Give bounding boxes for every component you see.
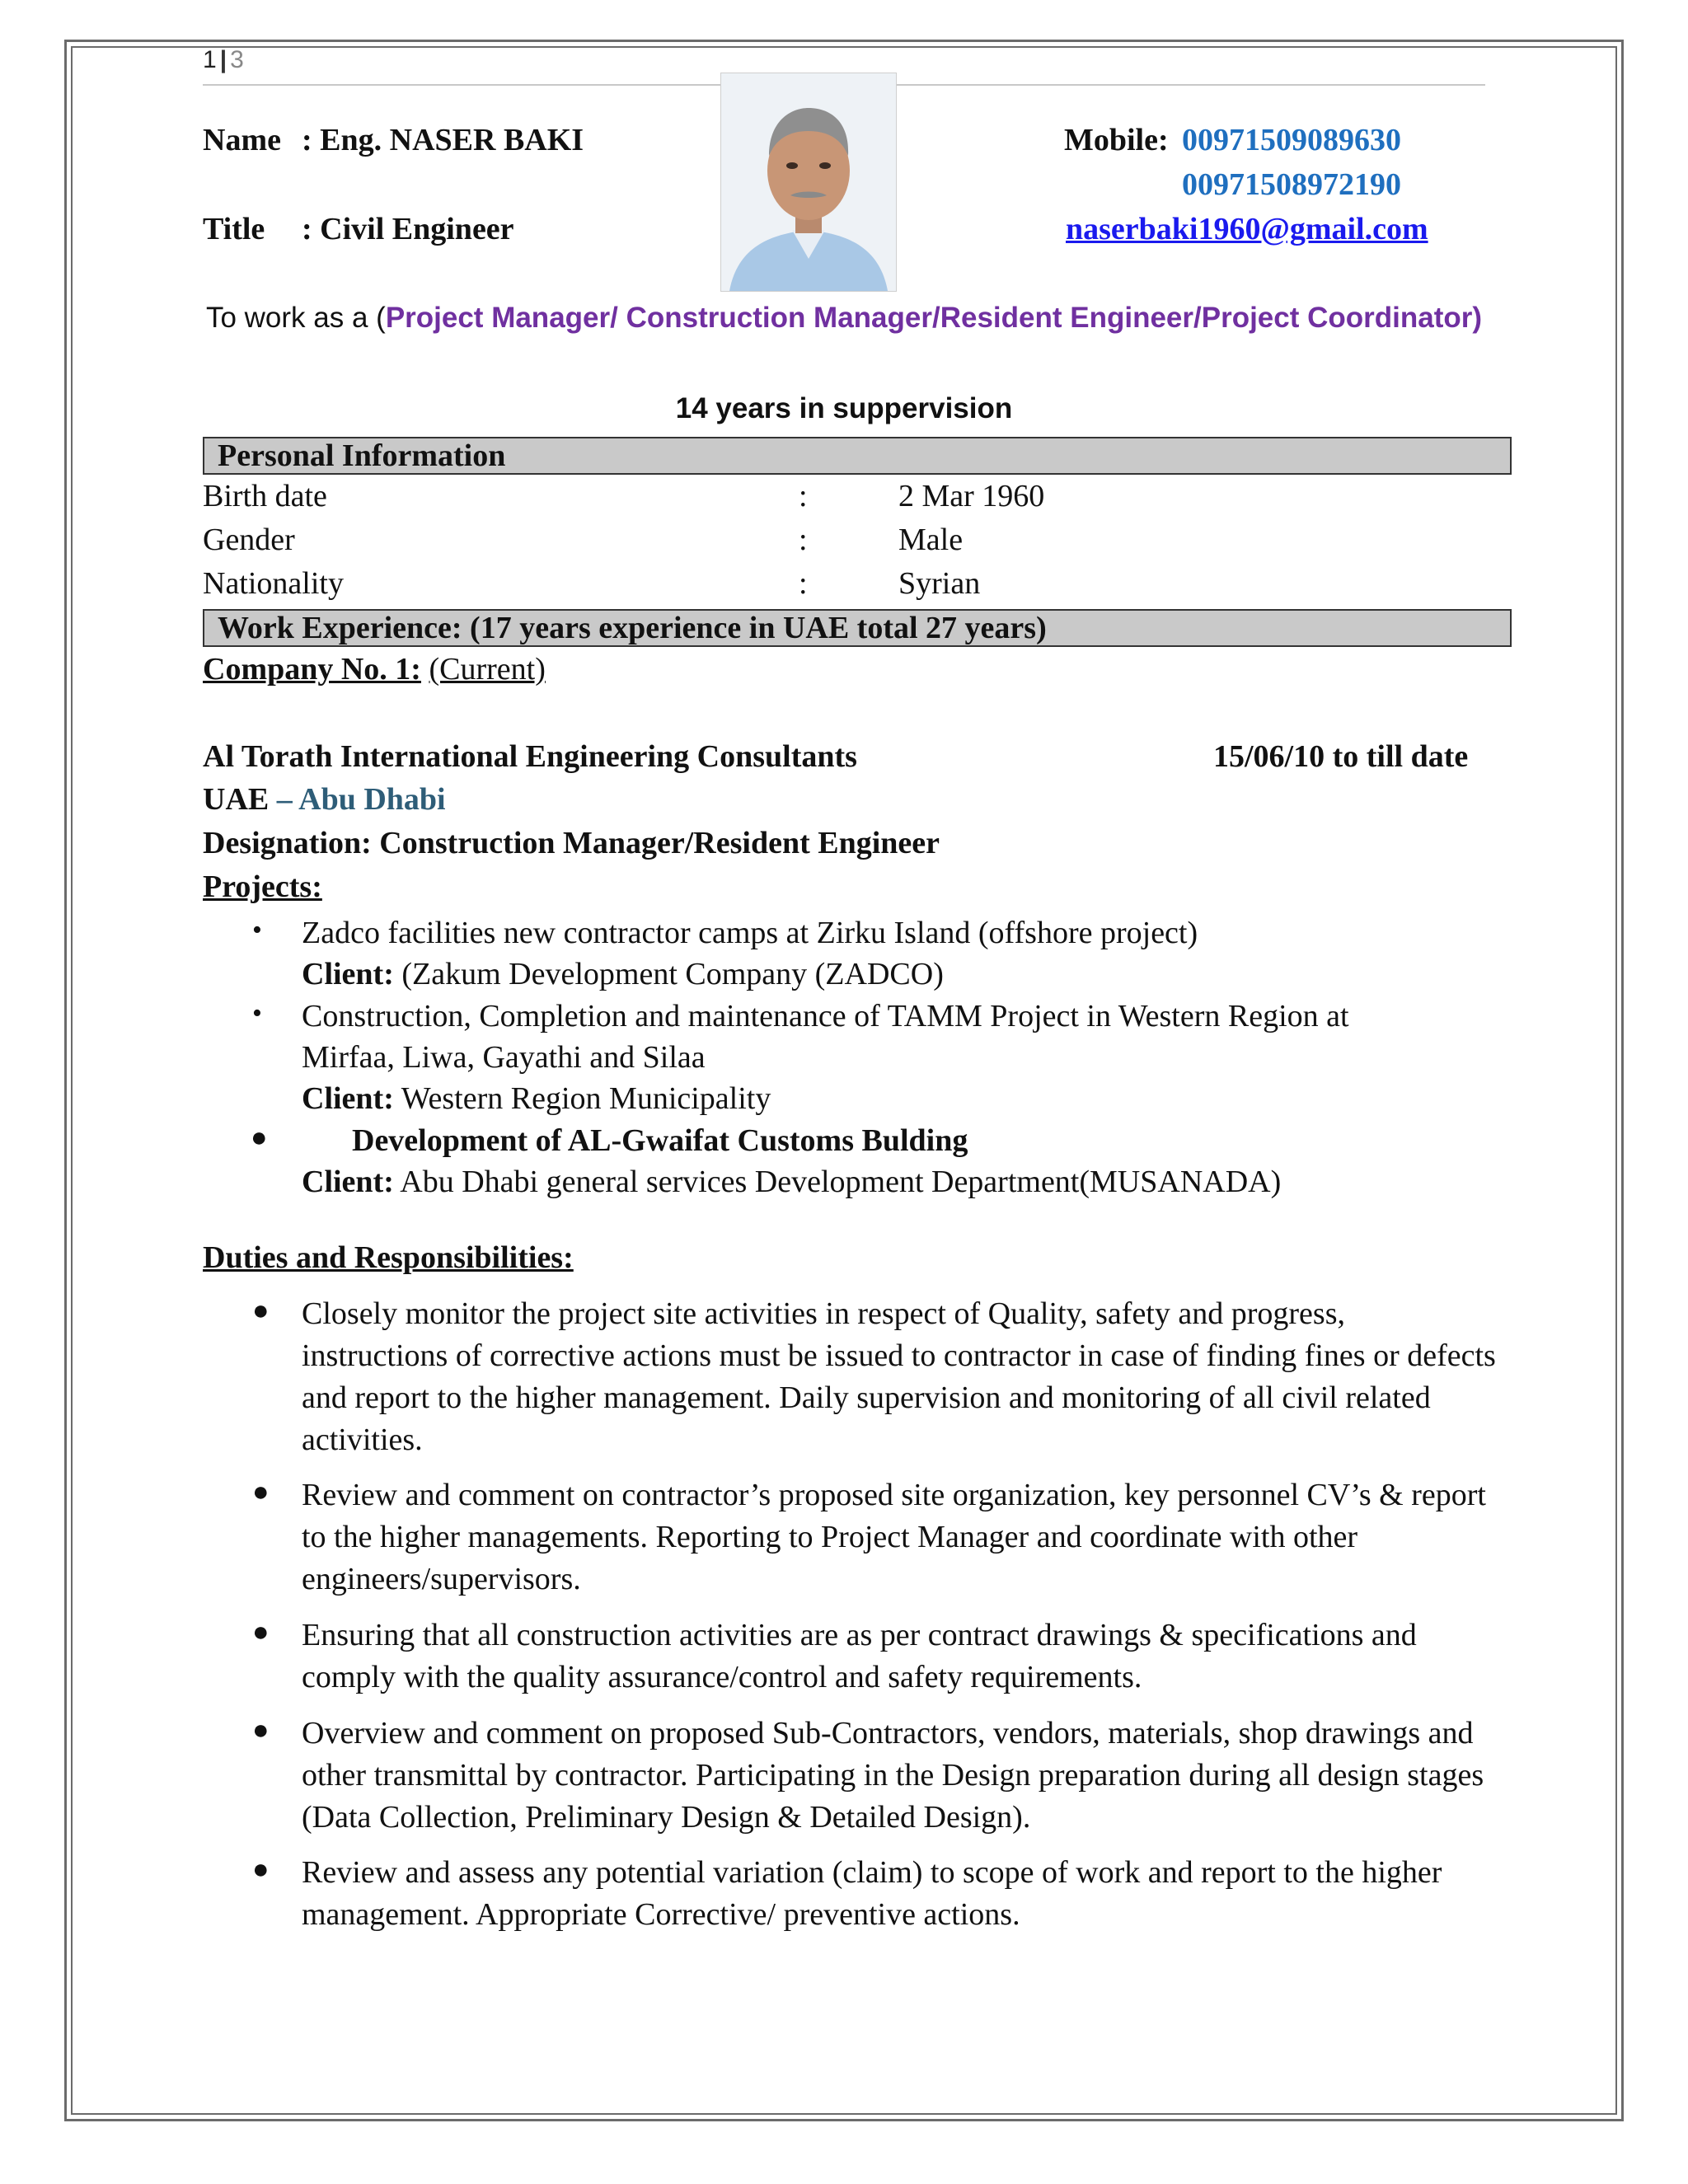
designation: Designation: Construction Manager/Resident Engineer — [203, 826, 940, 860]
company-status: (Current) — [429, 652, 546, 687]
location-country: UAE — [203, 782, 270, 817]
name-label: Name — [203, 123, 281, 157]
project-2-title-line-2: Mirfaa, Liwa, Gayathi and Silaa — [302, 1040, 706, 1075]
duty-item-4: Overview and comment on proposed Sub-Contractors, vendors, materials, shop drawings and other transmittal by contractor. Participating in the Design preparation during all design stages (Data Collection, Preliminary Design & Detailed Design). — [302, 1716, 1484, 1835]
mobile-number-1[interactable]: 00971509089630 — [1182, 123, 1401, 157]
gender-value: Male — [898, 523, 964, 557]
title-value: : Civil Engineer — [302, 212, 514, 246]
duty-item-3: Ensuring that all construction activities are as per contract drawings & specifications and comply with the quality assurance/control and safety requirements. — [302, 1618, 1417, 1694]
project-1-title: Zadco facilities new contractor camps at Zirku Island (offshore project) — [302, 916, 1198, 950]
project-1-client — [302, 956, 944, 992]
duty-bullet: ● — [252, 1854, 270, 1885]
email-link[interactable]: naserbaki1960@gmail.com — [1066, 212, 1428, 246]
company-label: Company No. 1: — [203, 652, 421, 687]
client-label: Client: — [302, 1081, 394, 1116]
name-value: : Eng. NASER BAKI — [302, 123, 584, 157]
page-number — [203, 46, 244, 74]
duty-item-2: Review and comment on contractor’s proposed site organization, key personnel CV’s & report to the higher managements. Reporting to Project Manager and coordinate with other engineers/supervisors. — [302, 1478, 1486, 1596]
birth-date-value: 2 Mar 1960 — [898, 479, 1045, 513]
objective-prefix: To work as a ( — [205, 302, 386, 334]
client-name: Western Region Municipality — [401, 1081, 771, 1116]
objective-text — [203, 295, 1485, 341]
gender-label: Gender — [203, 523, 295, 557]
birth-date-label: Birth date — [203, 479, 327, 513]
client-name: Abu Dhabi general services Development Department(MUSANADA) — [400, 1165, 1282, 1199]
duty-bullet: ● — [252, 1477, 270, 1507]
location-line — [203, 781, 446, 818]
client-name: (Zakum Development Company (ZADCO) — [401, 957, 944, 991]
personal-info-heading: Personal Information — [203, 437, 1512, 475]
location-dash: – — [276, 782, 293, 817]
page-current: 1 — [203, 46, 217, 73]
portrait-image — [721, 73, 896, 291]
duty-item-5: Review and assess any potential variation (claim) to scope of work and report to the higher management. Appropriate Corrective/ preventive actions. — [302, 1855, 1442, 1932]
project-bullet: • — [252, 998, 262, 1029]
nationality-sep: : — [799, 566, 808, 601]
company-line — [203, 651, 546, 687]
duty-bullet: ● — [252, 1617, 270, 1647]
mobile-label: Mobile: — [1064, 123, 1169, 157]
client-label: Client: — [302, 957, 394, 991]
project-3-client — [302, 1164, 1281, 1200]
objective-roles: Project Manager/ Construction Manager/Resident Engineer/Project Coordinator) — [385, 302, 1483, 334]
profile-photo — [720, 73, 897, 292]
birth-date-sep: : — [799, 479, 808, 513]
work-experience-heading: Work Experience: (17 years experience in UAE total 27 years) — [203, 609, 1512, 647]
project-2-title-line-1: Construction, Completion and maintenance of TAMM Project in Western Region at — [302, 999, 1349, 1033]
projects-heading: Projects: — [203, 869, 322, 904]
nationality-value: Syrian — [898, 566, 981, 601]
duty-bullet: ● — [252, 1296, 270, 1326]
objective-experience: 14 years in suppervision — [675, 392, 1013, 424]
project-3-title: Development of AL-Gwaifat Customs Bulding — [352, 1123, 968, 1158]
mobile-number-2[interactable]: 00971508972190 — [1182, 167, 1401, 202]
duties-heading: Duties and Responsibilities: — [203, 1240, 574, 1275]
page-separator: | — [219, 46, 227, 73]
location-city: Abu Dhabi — [298, 782, 446, 817]
page-total: 3 — [230, 46, 244, 73]
company-name: Al Torath International Engineering Consultants — [203, 739, 857, 774]
project-bullet: • — [252, 915, 262, 945]
duty-bullet: ● — [252, 1715, 270, 1746]
project-bullet: ● — [251, 1122, 268, 1153]
client-label: Client: — [302, 1165, 394, 1199]
duty-item-1: Closely monitor the project site activities in respect of Quality, safety and progress, instructions of corrective actions must be issued to contractor in case of finding fines or defects and report to the higher management. Daily supervision and monitoring of all civil related activities. — [302, 1296, 1496, 1457]
nationality-label: Nationality — [203, 566, 344, 601]
title-label: Title — [203, 212, 265, 246]
gender-sep: : — [799, 523, 808, 557]
project-2-client — [302, 1080, 771, 1117]
employment-period: 15/06/10 to till date — [1213, 739, 1469, 774]
